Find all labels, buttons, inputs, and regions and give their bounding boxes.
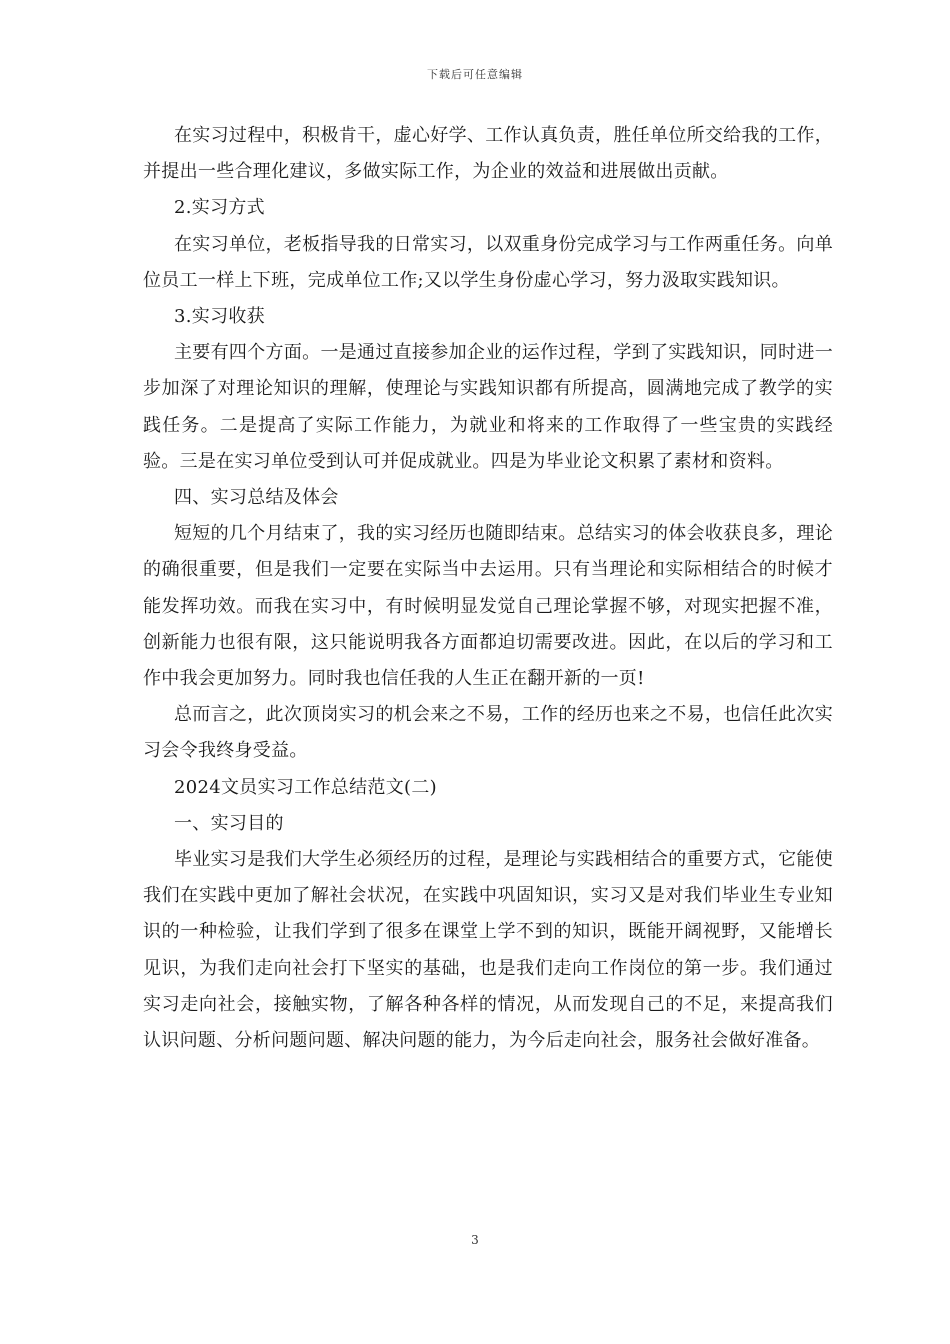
section-heading: 一、实习目的 <box>174 812 284 834</box>
section-heading: 2.实习方式 <box>174 197 265 219</box>
article-title: 2024文员实习工作总结范文(二) <box>174 776 437 798</box>
paragraph: 在实习单位，老板指导我的日常实习，以双重身份完成学习与工作两重任务。向单位员工一样上下班，完成单位工作;又以学生身份虚心学习，努力汲取实践知识。 <box>143 233 833 291</box>
paragraph: 总而言之，此次顶岗实习的机会来之不易，工作的经历也来之不易，也信任此次实习会令我终身受益。 <box>143 704 833 762</box>
paragraph: 毕业实习是我们大学生必须经历的过程，是理论与实践相结合的重要方式，它能使我们在实践中更加了解社会状况，在实践中巩固知识，实习又是对我们毕业生专业知识的一种检验，让我们学到了很多在课堂上学不到的知识，既能开阔视野，又能增长见识，为我们走向社会打下坚实的基础，也是我们走向工作岗位的第一步。我们通过实习走向社会，接触实物，了解各种各样的情况，从而发现自己的不足，来提高我们认识问题、分析问题问题、解决问题的能力，为今后走向社会，服务社会做好准备。 <box>143 849 833 1052</box>
section-heading: 3.实习收获 <box>174 306 265 328</box>
paragraph: 短短的几个月结束了，我的实习经历也随即结束。总结实习的体会收获良多，理论的确很重要，但是我们一定要在实际当中去运用。只有当理论和实际相结合的时候才能发挥功效。而我在实习中，有时候明显发觉自己理论掌握不够，对现实把握不准，创新能力也很有限，这只能说明我各方面都迫切需要改进。因此，在以后的学习和工作中我会更加努力。同时我也信任我的人生正在翻开新的一页! <box>143 523 833 690</box>
paragraph: 在实习过程中，积极肯干，虚心好学、工作认真负责，胜任单位所交给我的工作，并提出一些合理化建议，多做实际工作，为企业的效益和进展做出贡献。 <box>143 125 833 183</box>
document-body <box>143 118 833 1059</box>
section-heading: 四、实习总结及体会 <box>174 487 339 509</box>
page-number: 3 <box>471 1233 479 1247</box>
paragraph: 主要有四个方面。一是通过直接参加企业的运作过程，学到了实践知识，同时进一步加深了对理论知识的理解，使理论与实践知识都有所提高，圆满地完成了教学的实践任务。二是提高了实际工作能力，为就业和将来的工作取得了一些宝贵的实践经验。三是在实习单位受到认可并促成就业。四是为毕业论文积累了素材和资料。 <box>143 342 833 472</box>
page-header: 下载后可任意编辑 <box>427 68 523 81</box>
